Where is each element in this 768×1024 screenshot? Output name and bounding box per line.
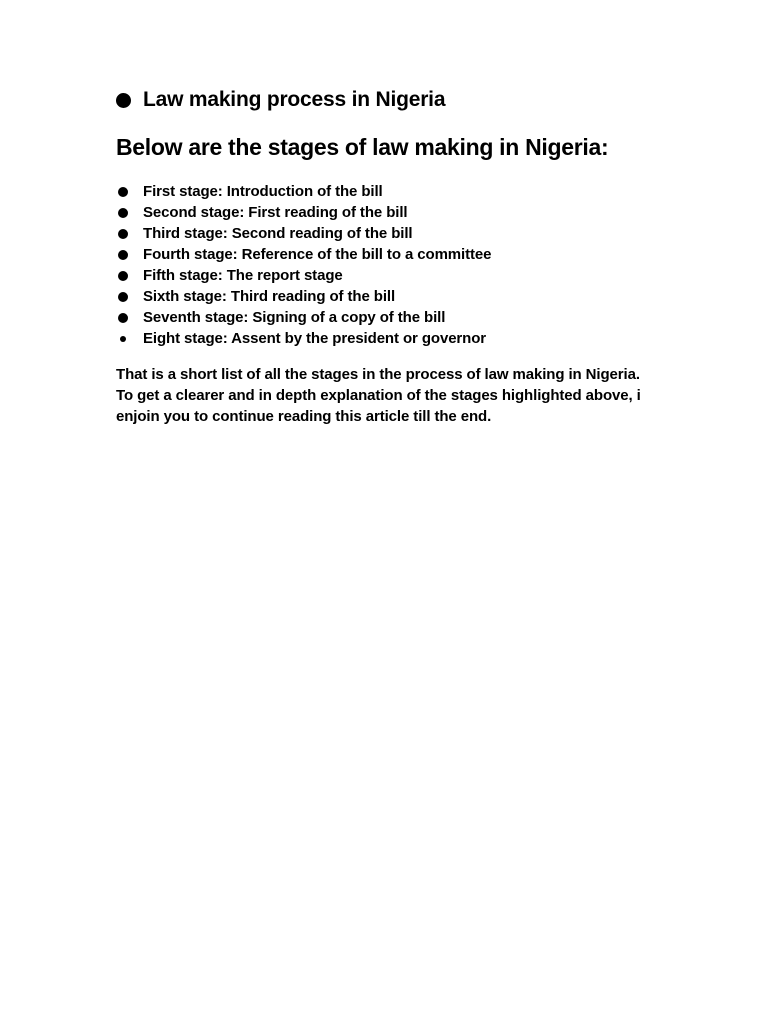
document-title-text: Law making process in Nigeria <box>143 88 446 111</box>
document-title <box>116 88 445 112</box>
bullet-icon <box>118 229 128 239</box>
bullet-icon <box>116 93 131 108</box>
list-item-text: Third stage: Second reading of the bill <box>143 225 413 242</box>
list-item <box>116 265 491 286</box>
list-item-text: Seventh stage: Signing of a copy of the bill <box>143 309 446 326</box>
list-item-text: Fifth stage: The report stage <box>143 267 343 284</box>
list-item-text: Fourth stage: Reference of the bill to a committee <box>143 246 492 263</box>
bullet-icon <box>118 292 128 302</box>
bullet-icon <box>118 208 128 218</box>
list-item <box>116 244 491 265</box>
bullet-icon <box>118 313 128 323</box>
list-item <box>116 202 491 223</box>
list-item-text: Sixth stage: Third reading of the bill <box>143 288 396 305</box>
bullet-icon <box>118 271 128 281</box>
bullet-icon <box>118 187 128 197</box>
list-item <box>116 286 491 307</box>
bullet-icon <box>118 250 128 260</box>
list-item <box>116 181 491 202</box>
list-item-text: Eight stage: Assent by the president or governor <box>143 330 487 347</box>
list-item-text: First stage: Introduction of the bill <box>143 183 383 200</box>
stages-list <box>116 181 491 349</box>
list-item <box>116 223 491 244</box>
bullet-icon <box>120 336 126 342</box>
list-item <box>116 328 491 349</box>
list-item-text: Second stage: First reading of the bill <box>143 204 408 221</box>
closing-paragraph: That is a short list of all the stages in the process of law making in Nigeria. To get a clearer and in depth explanation of the stages highlighted above, i enjoin you to continue reading this article till the end. <box>116 366 641 425</box>
list-item <box>116 307 491 328</box>
intro-heading: Below are the stages of law making in Nigeria: <box>116 134 609 160</box>
